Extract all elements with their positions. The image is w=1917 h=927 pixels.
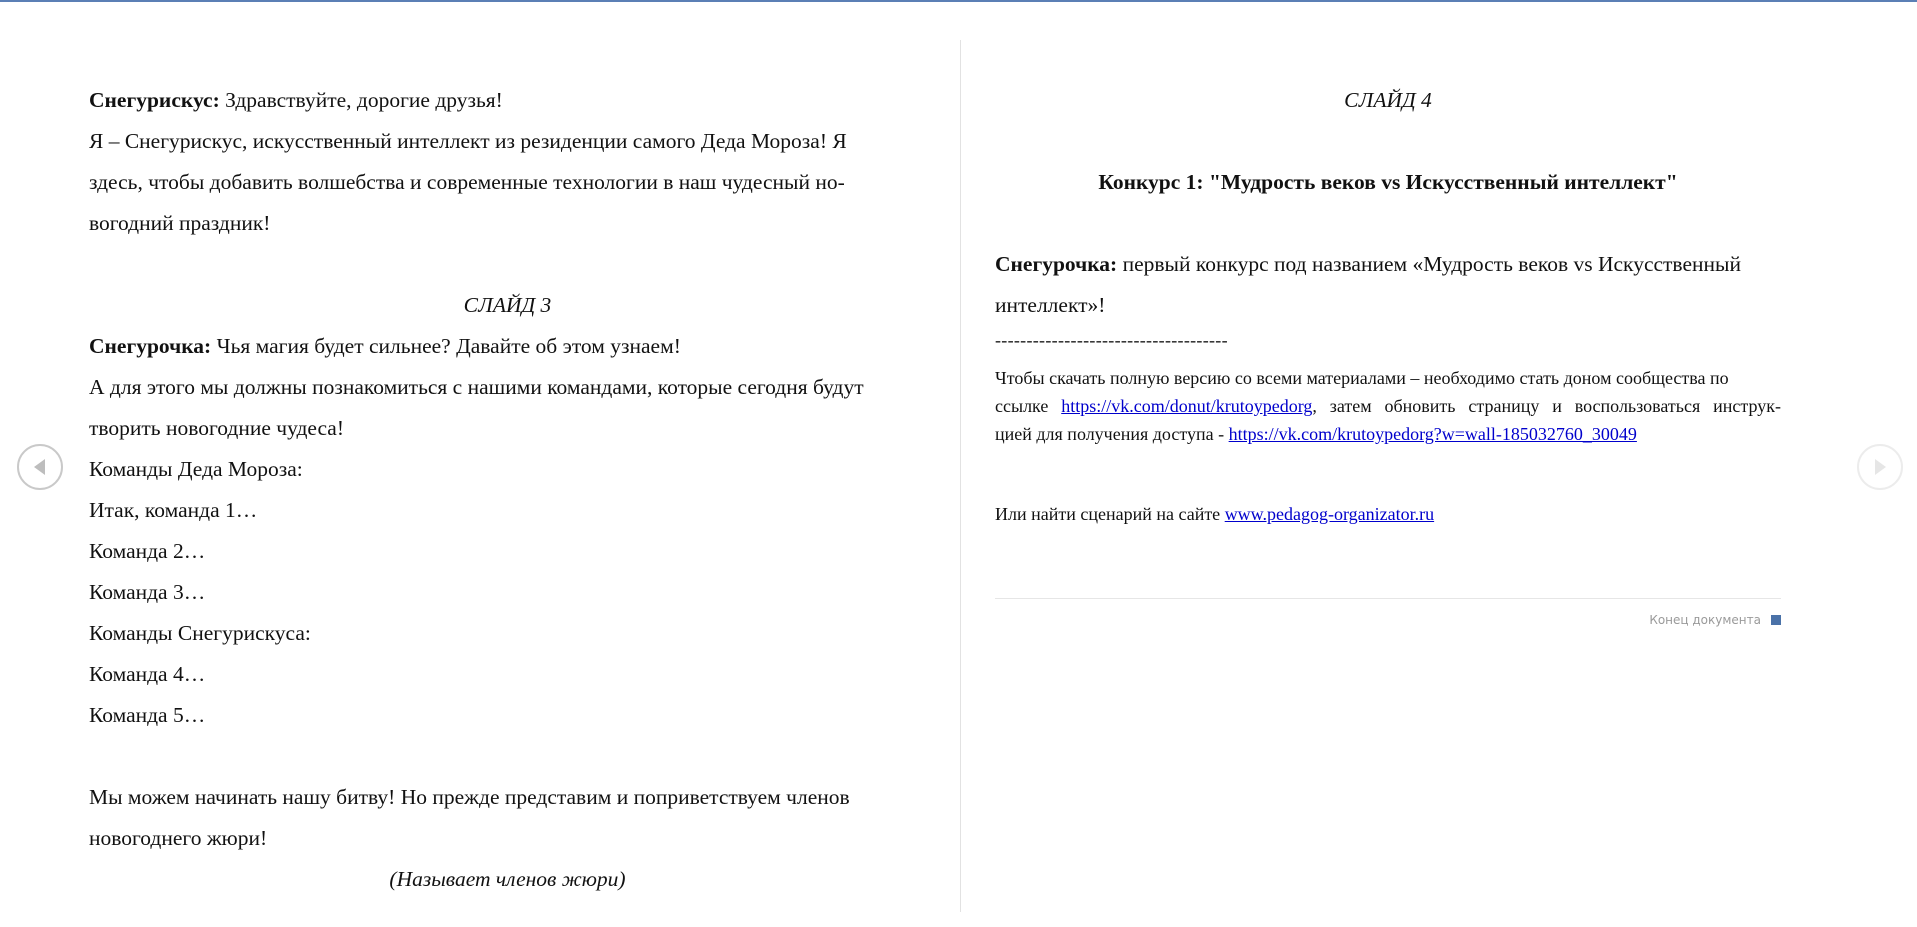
spacer	[995, 121, 1781, 162]
triangle-left-icon	[31, 457, 49, 477]
download-line-2	[995, 392, 1781, 420]
speech-text: первый конкурс под названием «Мудрость веков vs Искусственный	[1117, 252, 1741, 276]
end-of-document-rule	[995, 598, 1781, 599]
contest-title: Конкурс 1: "Мудрость веков vs Искусственный интеллект"	[1098, 170, 1678, 194]
intro-line-3: вогодний праздник!	[89, 211, 271, 235]
wall-post-link[interactable]: https://vk.com/krutoypedorg?w=wall-185032760_30049	[1228, 424, 1637, 444]
spacer	[995, 203, 1781, 244]
spacer	[89, 736, 926, 777]
end-of-document-marker	[995, 613, 1781, 627]
speech-text: Здравствуйте, дорогие друзья!	[219, 88, 503, 112]
teams-intro-line-1: А для этого мы должны познакомиться с нашими командами, которые сегодня будут	[89, 375, 864, 399]
team-4: Команда 4…	[89, 662, 206, 686]
top-accent-bar	[0, 0, 1917, 2]
spacer	[995, 448, 1781, 500]
battle-line-2: новогоднего жюри!	[89, 826, 268, 850]
teams-intro-line-2: творить новогодние чудеса!	[89, 416, 345, 440]
dashed-separator: -------------------------------------	[995, 330, 1228, 350]
team-2: Команда 2…	[89, 539, 206, 563]
donut-link[interactable]: https://vk.com/donut/krutoypedorg	[1061, 396, 1313, 416]
paragraph-snegurochka-question	[89, 326, 926, 367]
document-page-right	[961, 40, 1861, 910]
team-1: Итак, команда 1…	[89, 498, 258, 522]
battle-line-1: Мы можем начинать нашу битву! Но прежде представим и поприветствуем членов	[89, 785, 850, 809]
download-line-1: Чтобы скачать полную версию со всеми материалами – необходимо стать доном сообщества по	[995, 368, 1729, 388]
speech-text: Чья магия будет сильнее? Давайте об этом узнаем!	[211, 334, 681, 358]
site-text: Или найти сценарий на сайте	[995, 504, 1225, 524]
end-square-icon	[1771, 615, 1781, 625]
next-page-button[interactable]	[1857, 444, 1903, 490]
speaker-name: Снегурискус:	[89, 88, 220, 112]
download-text: ссылке	[995, 396, 1062, 416]
download-text: , затем обновить страницу и воспользоваться инструк-	[1312, 396, 1781, 416]
download-line-3	[995, 420, 1781, 448]
end-of-document-label: Конец документа	[1649, 613, 1761, 627]
paragraph-greeting	[89, 80, 926, 121]
speaker-name: Снегурочка:	[89, 334, 212, 358]
teams-snegurisk-heading: Команды Снегурискуса:	[89, 621, 311, 645]
slide-3-heading: СЛАЙД 3	[463, 293, 552, 317]
intro-line-2: здесь, чтобы добавить волшебства и современные технологии в наш чудесный но-	[89, 170, 845, 194]
site-link[interactable]: www.pedagog-organizator.ru	[1224, 504, 1435, 524]
previous-page-button[interactable]	[17, 444, 63, 490]
document-page-left	[60, 40, 960, 910]
spacer	[89, 244, 926, 285]
site-line	[995, 500, 1781, 528]
intro-line-1: Я – Снегурискус, искусственный интеллект из резиденции самого Деда Мороза! Я	[89, 129, 847, 153]
speaker-name: Снегурочка:	[995, 252, 1118, 276]
slide-4-heading: СЛАЙД 4	[1344, 88, 1432, 112]
download-text: цией для получения доступа -	[995, 424, 1229, 444]
contest-announcement-line-2: интеллект»!	[995, 293, 1106, 317]
jury-stage-direction: (Называет членов жюри)	[389, 867, 626, 891]
team-5: Команда 5…	[89, 703, 206, 727]
triangle-right-icon	[1871, 457, 1889, 477]
teams-ded-moroz-heading: Команды Деда Мороза:	[89, 457, 303, 481]
contest-announcement-line-1	[995, 244, 1781, 285]
team-3: Команда 3…	[89, 580, 206, 604]
